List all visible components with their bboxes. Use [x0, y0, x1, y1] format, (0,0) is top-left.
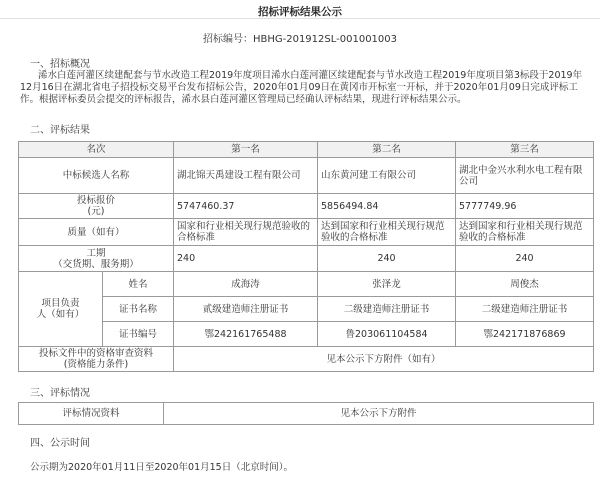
quality-third: 达到国家和行业相关现行规范验收的合格标准 — [456, 219, 594, 246]
table-row — [19, 403, 594, 425]
header-rank: 名次 — [19, 142, 174, 158]
section-overview-heading: 一、招标概况 — [30, 59, 90, 70]
pm-certno-first: 鄂242161765488 — [174, 322, 318, 347]
section-publicity-heading: 四、公示时间 — [30, 438, 90, 449]
table-row — [19, 272, 594, 297]
pm-label: 项目负责 人（如有） — [19, 272, 103, 347]
quality-second: 达到国家和行业相关现行规范验收的合格标准 — [318, 219, 456, 246]
table-row — [19, 158, 594, 194]
evaluation-label: 评标情况资料 — [19, 403, 164, 425]
quality-label: 质量（如有） — [19, 219, 174, 246]
table-row — [19, 246, 594, 272]
pm-name-first: 成海涛 — [174, 272, 318, 297]
pm-cert-label: 证书名称 — [103, 297, 174, 322]
header-second: 第二名 — [318, 142, 456, 158]
table-header-row — [19, 142, 594, 158]
overview-paragraph: 浠水白莲河灌区续建配套与节水改造工程2019年度项目浠水白莲河灌区续建配套与节水改造工程2019年度项目第3标段于2019年12月16日在湖北省电子招投标交易平台发布招标公告，2020年01月09日在黄冈市开标室一开标，并于2020年01月09日完成评标工作。根据评标委员会提交的评标报告，浠水县白莲河灌区管理局已经确认评标结果，现进行评标结果公示。 — [20, 70, 583, 105]
period-third: 240 — [456, 246, 594, 272]
candidate-second: 山东黄河建工有限公司 — [318, 158, 456, 194]
bid-number: 招标编号：HBHG-201912SL-001001003 — [202, 34, 398, 45]
pm-certno-label: 证书编号 — [103, 322, 174, 347]
evaluation-value: 见本公示下方附件 — [164, 403, 594, 425]
publicity-period: 公示期为2020年01月11日至2020年01月15日（北京时间）。 — [30, 462, 293, 473]
period-second: 240 — [318, 246, 456, 272]
table-row — [19, 219, 594, 246]
qualification-value: 见本公示下方附件（如有） — [174, 347, 594, 372]
pm-certno-third: 鄂242171876869 — [456, 322, 594, 347]
title-divider — [0, 18, 600, 19]
pm-cert-third: 二级建造师注册证书 — [456, 297, 594, 322]
pm-certno-second: 鲁203061104584 — [318, 322, 456, 347]
pm-name-third: 周俊杰 — [456, 272, 594, 297]
price-first: 5747460.37 — [174, 194, 318, 219]
period-first: 240 — [174, 246, 318, 272]
results-table — [18, 141, 594, 372]
table-row — [19, 347, 594, 372]
table-row — [19, 322, 594, 347]
page-title: 招标评标结果公示 — [258, 6, 342, 18]
section-results-heading: 二、评标结果 — [30, 125, 90, 136]
pm-cert-second: 二级建造师注册证书 — [318, 297, 456, 322]
price-second: 5856494.84 — [318, 194, 456, 219]
pm-name-label: 姓名 — [103, 272, 174, 297]
pm-name-second: 张泽龙 — [318, 272, 456, 297]
candidate-first: 湖北锦天禹建设工程有限公司 — [174, 158, 318, 194]
period-label: 工期 （交货期、服务期） — [19, 246, 174, 272]
qualification-label: 投标文件中的资格审查资料 (资格能力条件) — [19, 347, 174, 372]
price-third: 5777749.96 — [456, 194, 594, 219]
quality-first: 国家和行业相关现行规范验收的合格标准 — [174, 219, 318, 246]
candidate-third: 湖北中金兴水利水电工程有限公司 — [456, 158, 594, 194]
section-evaluation-heading: 三、评标情况 — [30, 388, 90, 399]
candidate-label: 中标候选人名称 — [19, 158, 174, 194]
table-row — [19, 297, 594, 322]
table-row — [19, 194, 594, 219]
header-first: 第一名 — [174, 142, 318, 158]
evaluation-table — [18, 402, 594, 425]
header-third: 第三名 — [456, 142, 594, 158]
pm-cert-first: 贰级建造师注册证书 — [174, 297, 318, 322]
price-label: 投标报价 (元) — [19, 194, 174, 219]
